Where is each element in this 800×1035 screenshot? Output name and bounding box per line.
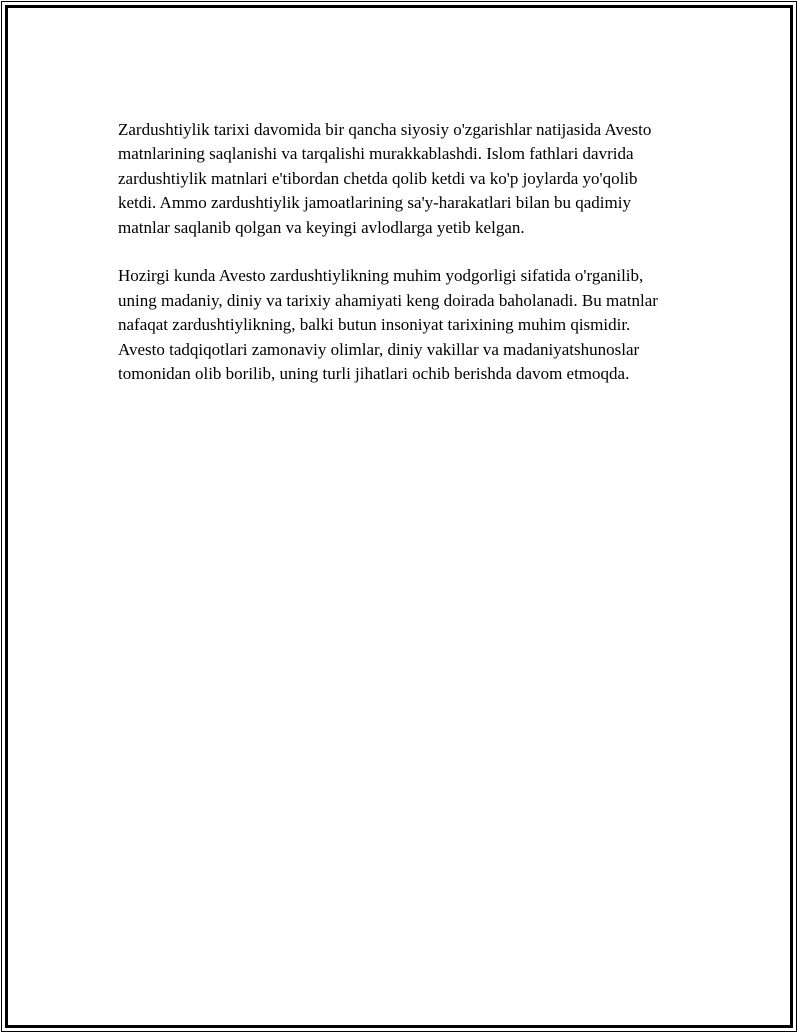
document-body (118, 118, 678, 411)
paragraph-2: Hozirgi kunda Avesto zardushtiylikning muhim yodgorligi sifatida o'rganilib, uning madaniy, diniy va tarixiy ahamiyati keng doirada baholanadi. Bu matnlar nafaqat zardushtiylikning, balki butun insoniyat tarixining muhim qismidir. Avesto tadqiqotlari zamonaviy olimlar, diniy vakillar va madaniyatshunoslar tomonidan olib borilib, uning turli jihatlari ochib berishda davom etmoqda. (118, 266, 658, 384)
paragraph-1: Zardushtiylik tarixi davomida bir qancha siyosiy o'zgarishlar natijasida Avesto matnlarining saqlanishi va tarqalishi murakkablashdi. Islom fathlari davrida zardushtiylik matnlari e'tibordan chetda qolib ketdi va ko'p joylarda yo'qolib ketdi. Ammo zardushtiylik jamoatlarining sa'y-harakatlari bilan bu qadimiy matnlar saqlanib qolgan va keyingi avlodlarga yetib kelgan. (118, 120, 652, 237)
